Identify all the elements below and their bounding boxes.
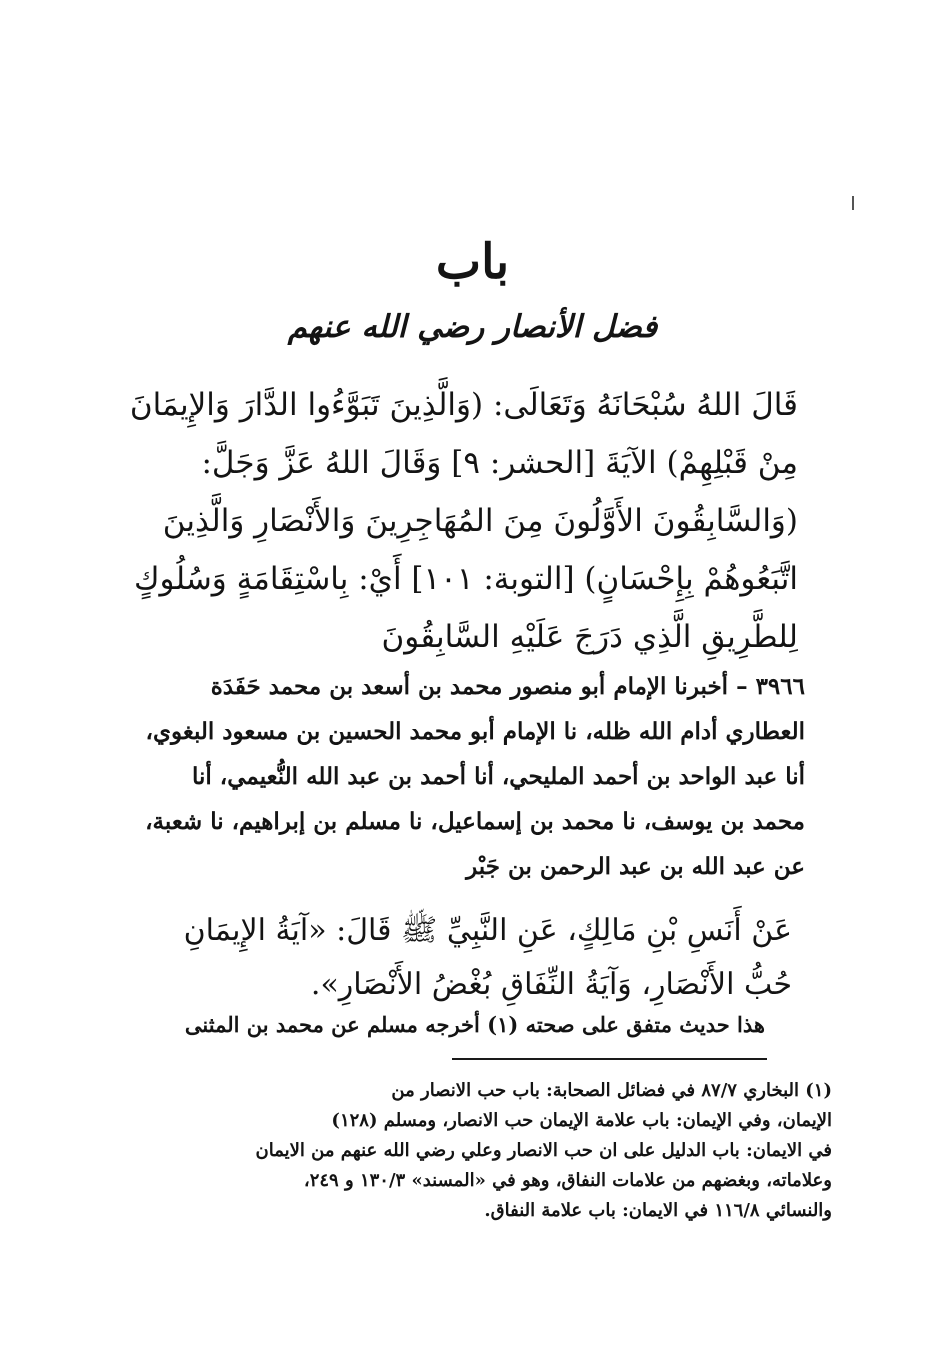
quran-line: (وَالسَّابِقُونَ الأَوَّلُونَ مِنَ المُهَاجِرِينَ وَالأَنْصَارِ وَالَّذِينَ — [162, 503, 798, 539]
scan-speck — [852, 196, 854, 210]
chain-line: محمد بن يوسف، نا محمد بن إسماعيل، نا مسلم بن إبراهيم، نا شعبة، — [145, 808, 805, 835]
chain-line: عن عبد الله بن عبد الرحمن بن جَبْر — [466, 853, 805, 880]
quran-line: قَالَ اللهُ سُبْحَانَهُ وَتَعَالَى: (وَالَّذِينَ تَبَوَّءُوا الدَّارَ وَالإِيمَانَ — [129, 387, 798, 423]
footnote-line: (١) البخاري ٨٧/٧ في فضائل الصحابة: باب حب الانصار من — [391, 1080, 832, 1101]
hadith-line: حُبُّ الأَنْصَارِ، وَآيَةُ النِّفَاقِ بُغْضُ الأَنْصَارِ». — [310, 967, 792, 1002]
hadith-line: عَنْ أَنَسِ بْنِ مَالِكٍ، عَنِ النَّبِيِّ ﷺ قَالَ: «آيَةُ الإِيمَانِ — [183, 913, 792, 948]
quran-line: لِلطَّرِيقِ الَّذِي دَرَجَ عَلَيْهِ السَّابِقُونَ — [381, 619, 798, 655]
footnotes — [120, 1076, 832, 1226]
chapter-title: باب — [435, 234, 510, 290]
footnote-line: الإيمان، وفي الإيمان: باب علامة الإيمان حب الانصار، ومسلم (١٢٨) — [331, 1110, 832, 1131]
chain-line: ٣٩٦٦ – أخبرنا الإمام أبو منصور محمد بن أسعد بن محمد حَفَدَة — [210, 673, 805, 700]
quran-line: مِنْ قَبْلِهِمْ) الآيَةَ [الحشر: ٩] وَقَالَ اللهُ عَزَّ وَجَلَّ: — [201, 445, 798, 481]
chain-line: أنا عبد الواحد بن أحمد المليحي، أنا أحمد بن عبد الله النُّعيمي، أنا — [192, 763, 805, 790]
authentication-note: هذا حديث متفق على صحته (١) أخرجه مسلم عن محمد بن المثنى — [184, 1012, 765, 1037]
chapter-subtitle: فضل الأنصار رضي الله عنهم — [287, 309, 658, 345]
quran-passage — [115, 376, 798, 666]
hadith-chain — [127, 664, 805, 889]
footnote-divider — [452, 1058, 767, 1060]
footnote-line: وعلاماته، وبغضهم من علامات النفاق، وهو في «المسند» ١٣٠/٣ و ٢٤٩، — [303, 1170, 832, 1191]
hadith-text — [130, 904, 792, 1012]
footnote-line: في الايمان: باب الدليل على ان حب الانصار وعلي رضي الله عنهم من الايمان — [255, 1140, 832, 1161]
quran-line: اتَّبَعُوهُمْ بِإِحْسَانٍ) [التوبة: ١٠١] أَيْ: بِاسْتِقَامَةٍ وَسُلُوكٍ — [134, 561, 798, 597]
chain-line: العطاري أدام الله ظله، نا الإمام أبو محمد الحسين بن مسعود البغوي، — [145, 718, 805, 745]
footnote-line: والنسائي ١١٦/٨ في الايمان: باب علامة النفاق. — [484, 1200, 832, 1221]
